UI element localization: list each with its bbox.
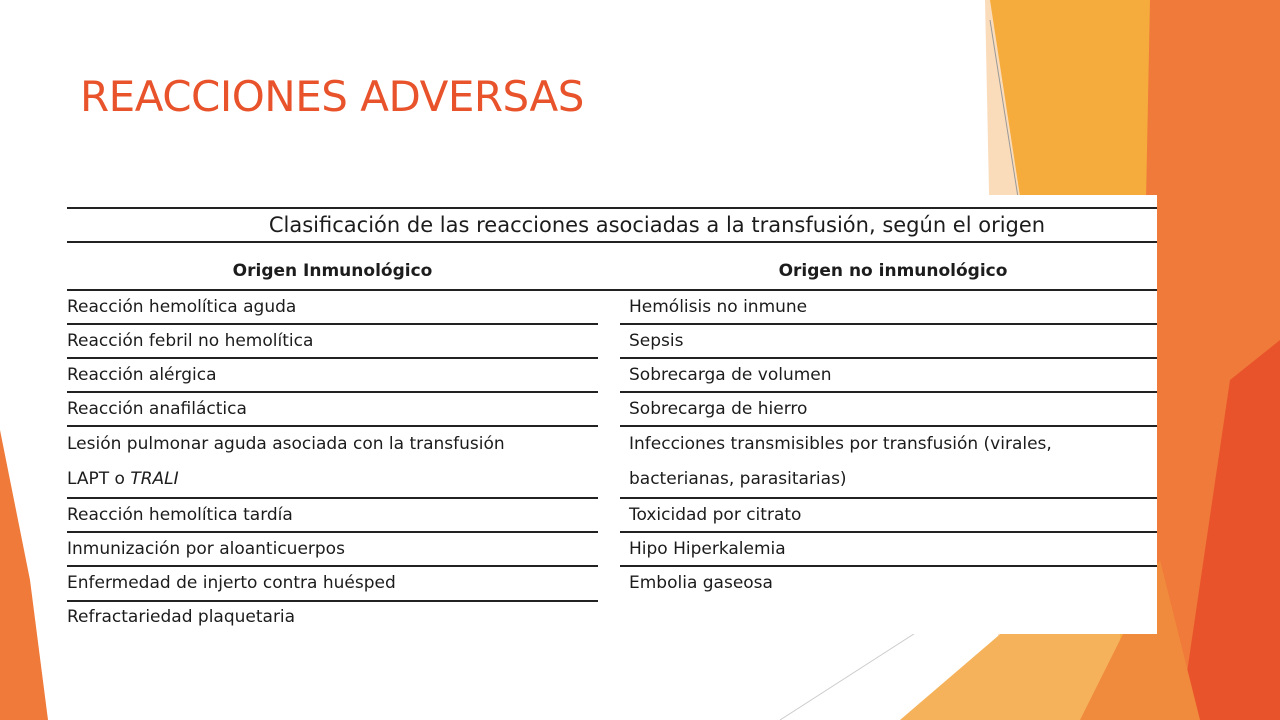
- left-item-7: Inmunización por aloanticuerpos: [67, 539, 345, 559]
- left-item-4: Reacción anafiláctica: [67, 399, 247, 419]
- slide-title: REACCIONES ADVERSAS: [80, 72, 584, 121]
- header-right: Origen no inmunológico: [778, 261, 1008, 281]
- left-item-3: Reacción alérgica: [67, 365, 217, 385]
- deco-left-accent: [0, 430, 48, 720]
- left-item-1: Reacción hemolítica aguda: [67, 297, 297, 317]
- header-left: Origen Inmunológico: [232, 261, 433, 281]
- table-caption-text: Clasificación de las reacciones asociadas a la transfusión, según el origen: [268, 213, 1046, 237]
- left-item-9: Refractariedad plaquetaria: [67, 607, 296, 627]
- left-item-5-line2: [67, 462, 598, 496]
- left-item-2: Reacción febril no hemolítica: [67, 331, 314, 351]
- right-item-4: Sobrecarga de hierro: [629, 399, 808, 419]
- right-item-5-line2: bacterianas, parasitarias): [629, 469, 847, 489]
- deco-thin-line-2: [780, 630, 920, 720]
- left-item-6: Reacción hemolítica tardía: [67, 505, 293, 525]
- right-item-8: Embolia gaseosa: [629, 573, 773, 593]
- right-item-6: Toxicidad por citrato: [629, 505, 802, 525]
- table-caption: [67, 207, 1157, 243]
- right-item-2: Sepsis: [629, 331, 684, 351]
- lapt-prefix: LAPT o: [67, 469, 131, 489]
- right-item-5: Infecciones transmisibles por transfusión (virales,: [629, 434, 1052, 454]
- trali-italic: TRALI: [130, 469, 179, 489]
- right-item-7: Hipo Hiperkalemia: [629, 539, 786, 559]
- right-item-1: Hemólisis no inmune: [629, 297, 808, 317]
- right-item-3: Sobrecarga de volumen: [629, 365, 832, 385]
- left-item-5: Lesión pulmonar aguda asociada con la transfusión: [67, 434, 505, 454]
- left-item-8: Enfermedad de injerto contra huésped: [67, 573, 396, 593]
- classification-table: [60, 195, 1157, 634]
